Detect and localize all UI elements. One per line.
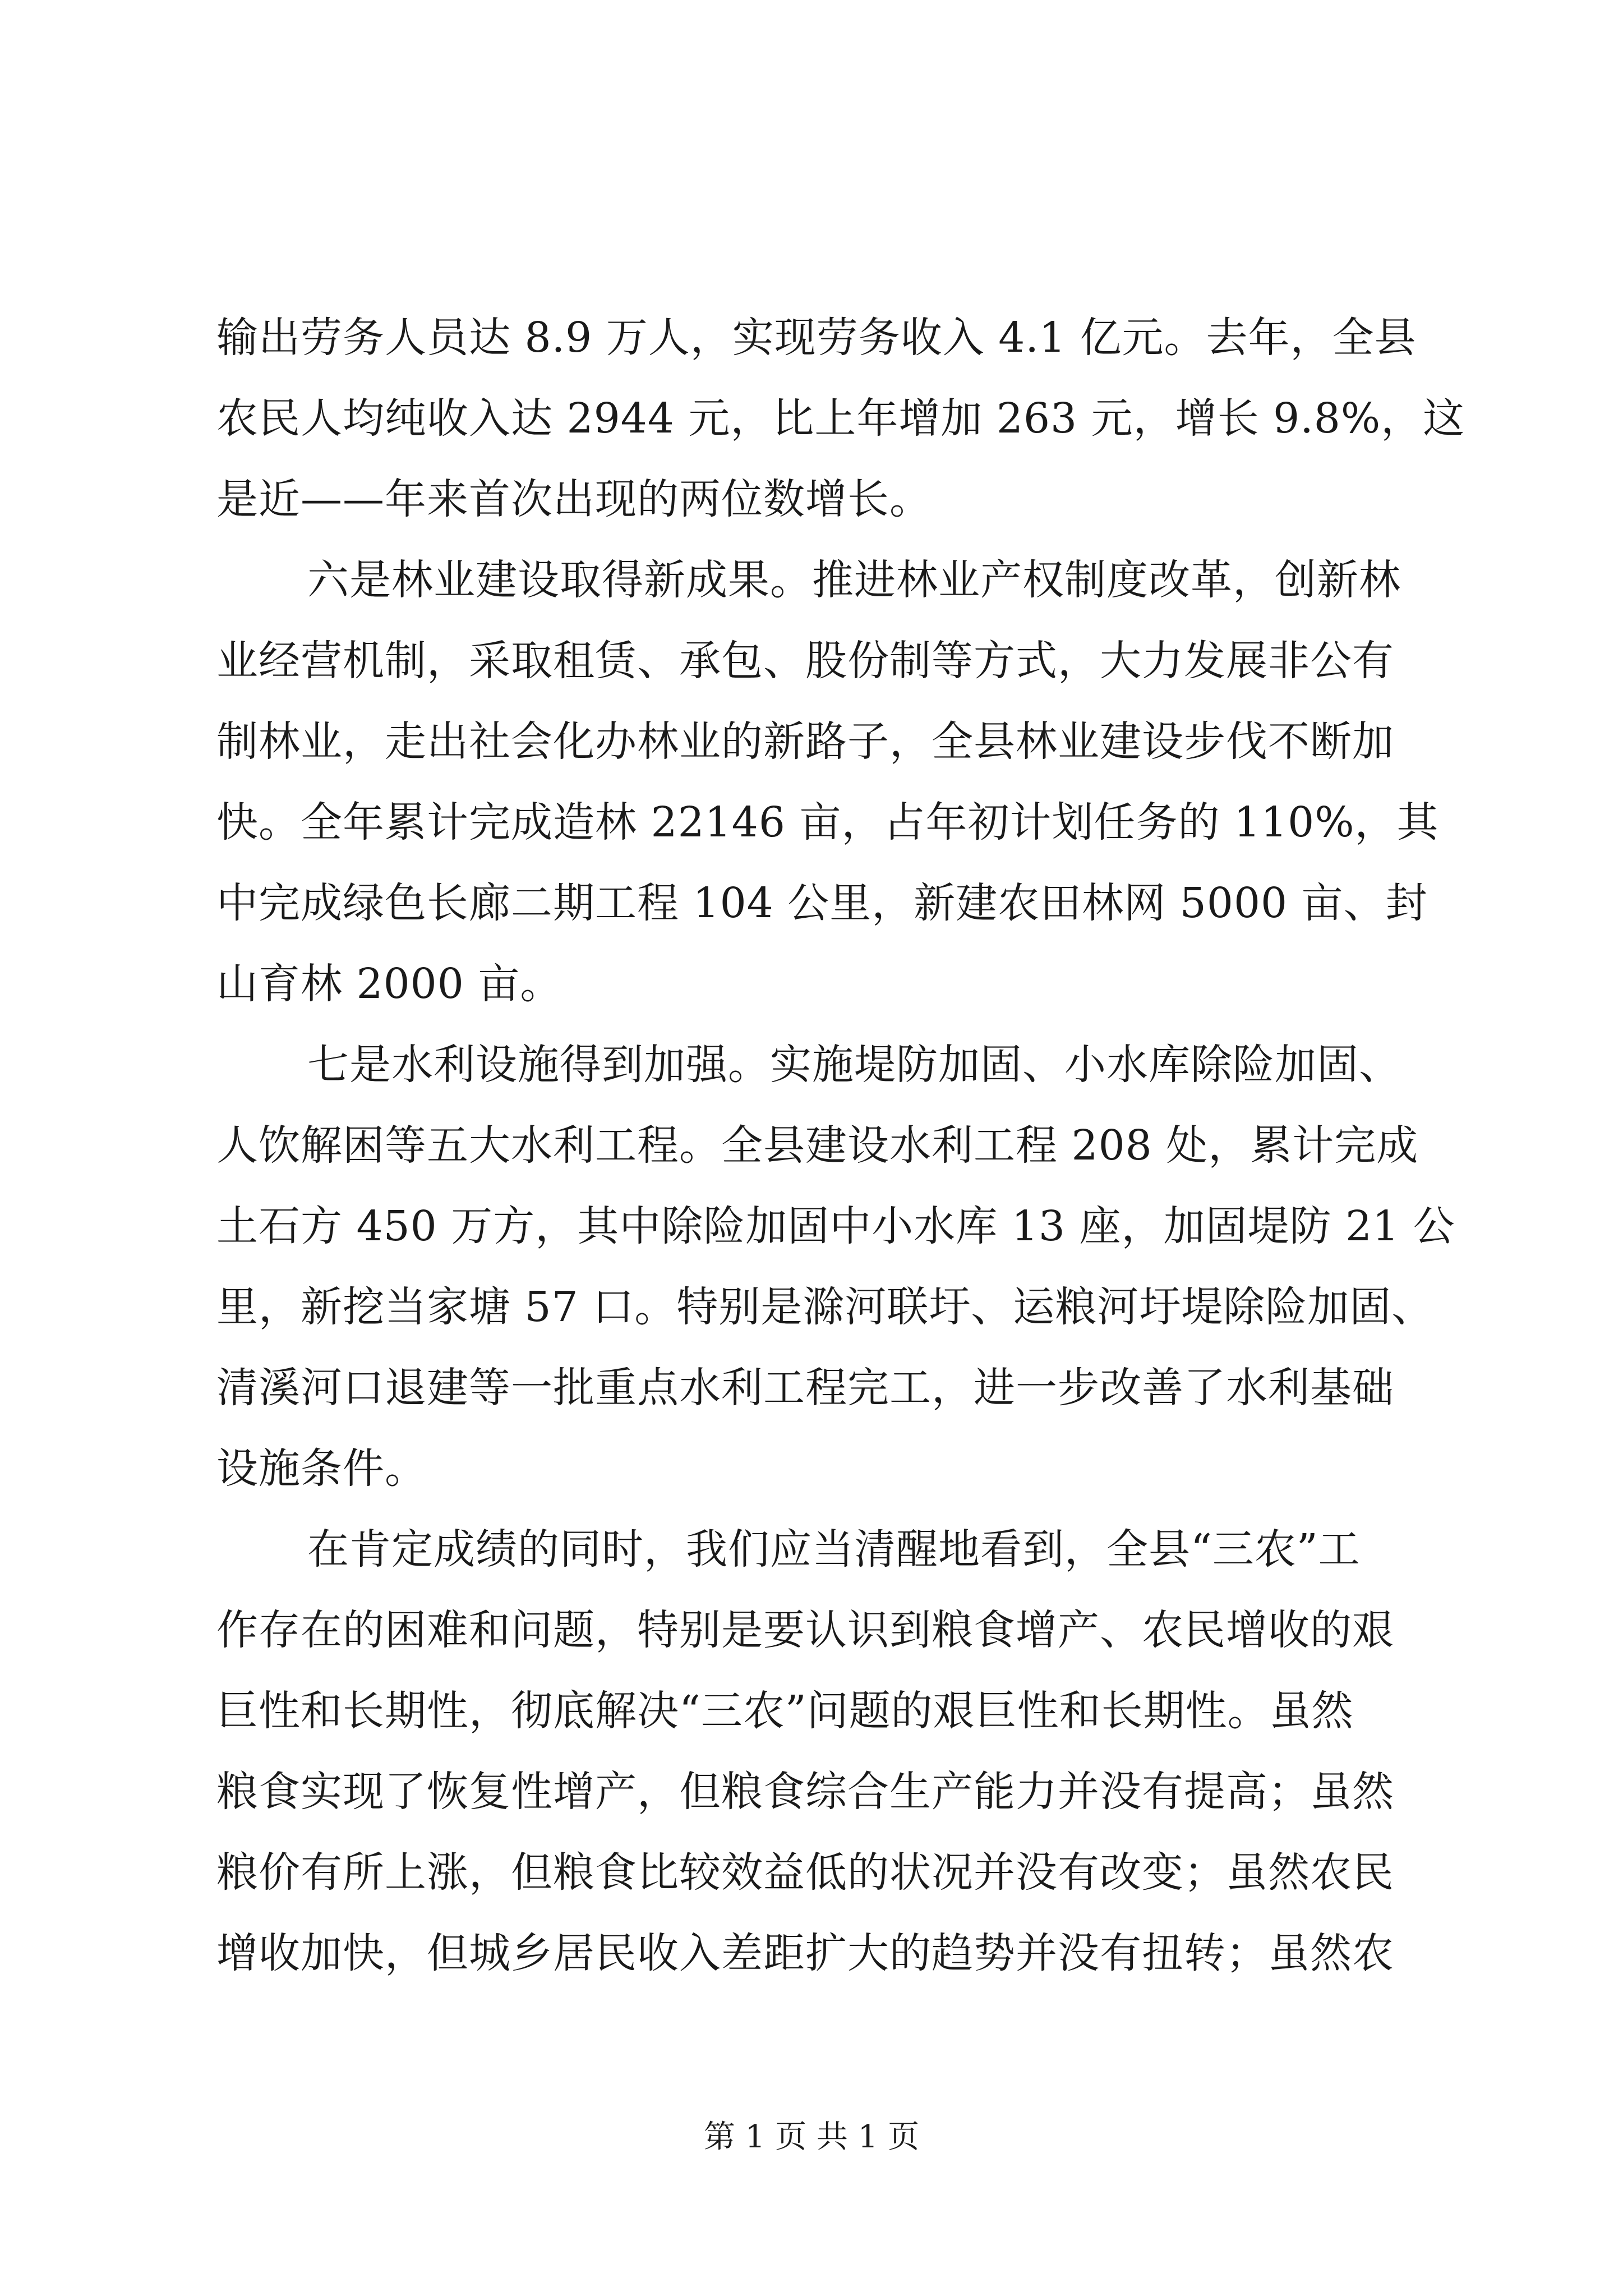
text-line: 人饮解困等五大水利工程。全县建设水利工程 208 处，累计完成 bbox=[216, 1121, 1419, 1170]
text-line: 巨性和长期性，彻底解决“三农”问题的艰巨性和长期性。虽然 bbox=[216, 1687, 1354, 1735]
paragraph-start-line: 六是林业建设取得新成果。推进林业产权制度改革，创新林 bbox=[307, 556, 1401, 604]
text-line: 农民人均纯收入达 2944 元，比上年增加 263 元，增长 9.8%，这 bbox=[216, 394, 1465, 443]
text-line: 作存在的困难和问题，特别是要认识到粮食增产、农民增收的艰 bbox=[216, 1606, 1394, 1654]
text-line: 快。全年累计完成造林 22146 亩，占年初计划任务的 110%，其 bbox=[216, 798, 1439, 846]
page-footer bbox=[0, 2115, 1623, 2160]
text-line: 制林业，走出社会化办林业的新路子，全县林业建设步伐不断加 bbox=[216, 717, 1394, 766]
document-body bbox=[216, 297, 1465, 1994]
paragraph-start-line: 七是水利设施得到加强。实施堤防加固、小水库除险加固、 bbox=[307, 1041, 1401, 1089]
page-number-label: 第 1 页 共 1 页 bbox=[703, 2119, 920, 2155]
text-line: 增收加快，但城乡居民收入差距扩大的趋势并没有扭转；虽然农 bbox=[216, 1929, 1394, 1977]
text-line: 土石方 450 万方，其中除险加固中小水库 13 座，加固堤防 21 公 bbox=[216, 1202, 1455, 1250]
text-line: 粮价有所上涨，但粮食比较效益低的状况并没有改变；虽然农民 bbox=[216, 1848, 1394, 1897]
text-line: 输出劳务人员达 8.9 万人，实现劳务收入 4.1 亿元。去年，全县 bbox=[216, 314, 1417, 362]
paragraph-start-line: 在肯定成绩的同时，我们应当清醒地看到，全县“三农”工 bbox=[307, 1525, 1361, 1573]
text-line: 山育林 2000 亩。 bbox=[216, 960, 562, 1008]
text-line: 粮食实现了恢复性增产，但粮食综合生产能力并没有提高；虽然 bbox=[216, 1768, 1394, 1816]
text-line: 设施条件。 bbox=[216, 1444, 427, 1493]
text-line: 业经营机制，采取租赁、承包、股份制等方式，大力发展非公有 bbox=[216, 637, 1394, 685]
text-line: 中完成绿色长廊二期工程 104 公里，新建农田林网 5000 亩、封 bbox=[216, 879, 1428, 927]
text-line: 是近——年来首次出现的两位数增长。 bbox=[216, 475, 932, 523]
text-line: 里，新挖当家塘 57 口。特别是滁河联圩、运粮河圩堤除险加固、 bbox=[216, 1283, 1434, 1331]
text-line: 清溪河口退建等一批重点水利工程完工，进一步改善了水利基础 bbox=[216, 1364, 1394, 1412]
